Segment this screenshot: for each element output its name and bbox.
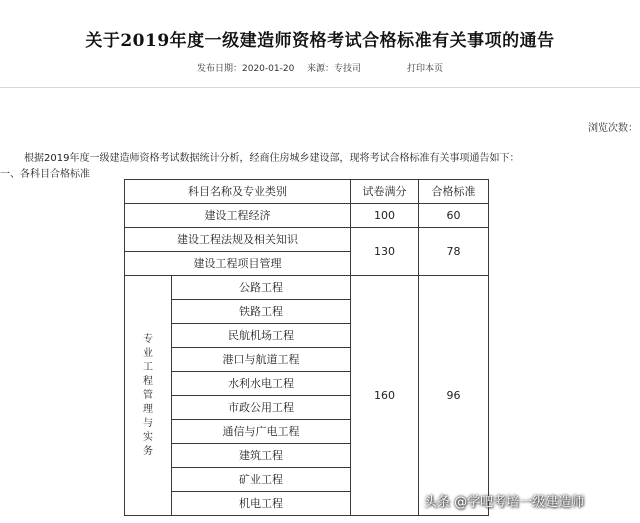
print-page-link[interactable]: 打印本页 — [407, 64, 444, 74]
pass-score-cell: 60 — [419, 204, 489, 228]
specialty-cell: 港口与航道工程 — [172, 348, 351, 372]
category-cell: 专 业 工 程 管 理 与 实 务 — [125, 276, 172, 516]
source-label: 来源：专技司 — [307, 64, 362, 74]
table-row — [125, 276, 489, 300]
intro-paragraph: 根据2019年度一级建造师资格考试数据统计分析，经商住房城乡建设部，现将考试合格标准有关事项通告如下： — [24, 153, 520, 164]
table-header-row — [125, 180, 489, 204]
subject-cell: 建设工程法规及相关知识 — [125, 228, 351, 252]
specialty-cell: 铁路工程 — [172, 300, 351, 324]
column-header-subject: 科目名称及专业类别 — [125, 180, 351, 204]
column-header-pass-standard: 合格标准 — [419, 180, 489, 204]
watermark: 头条 @学吧考培一级建造师 — [424, 495, 585, 510]
page-title: 关于2019年度一级建造师资格考试合格标准有关事项的通告 — [85, 31, 555, 51]
section-heading: 一、各科目合格标准 — [0, 169, 90, 180]
publish-date: 发布日期：2020-01-20 — [197, 64, 295, 74]
subject-cell: 建设工程项目管理 — [125, 252, 351, 276]
table-row — [125, 204, 489, 228]
specialty-cell: 公路工程 — [172, 276, 351, 300]
pass-standard-table — [124, 179, 489, 516]
specialty-cell: 市政公用工程 — [172, 396, 351, 420]
view-count-label: 浏览次数： — [588, 123, 638, 134]
full-score-cell: 130 — [351, 228, 419, 276]
column-header-full-score: 试卷满分 — [351, 180, 419, 204]
header-divider — [0, 87, 640, 88]
subject-cell: 建设工程经济 — [125, 204, 351, 228]
specialty-full-score-cell: 160 — [351, 276, 419, 516]
specialty-cell: 建筑工程 — [172, 444, 351, 468]
specialty-cell: 机电工程 — [172, 492, 351, 516]
specialty-cell: 民航机场工程 — [172, 324, 351, 348]
specialty-cell: 矿业工程 — [172, 468, 351, 492]
specialty-cell: 水利水电工程 — [172, 372, 351, 396]
pass-score-cell: 78 — [419, 228, 489, 276]
specialty-cell: 通信与广电工程 — [172, 420, 351, 444]
full-score-cell: 100 — [351, 204, 419, 228]
specialty-pass-score-cell: 96 — [419, 276, 489, 516]
table-row — [125, 228, 489, 252]
